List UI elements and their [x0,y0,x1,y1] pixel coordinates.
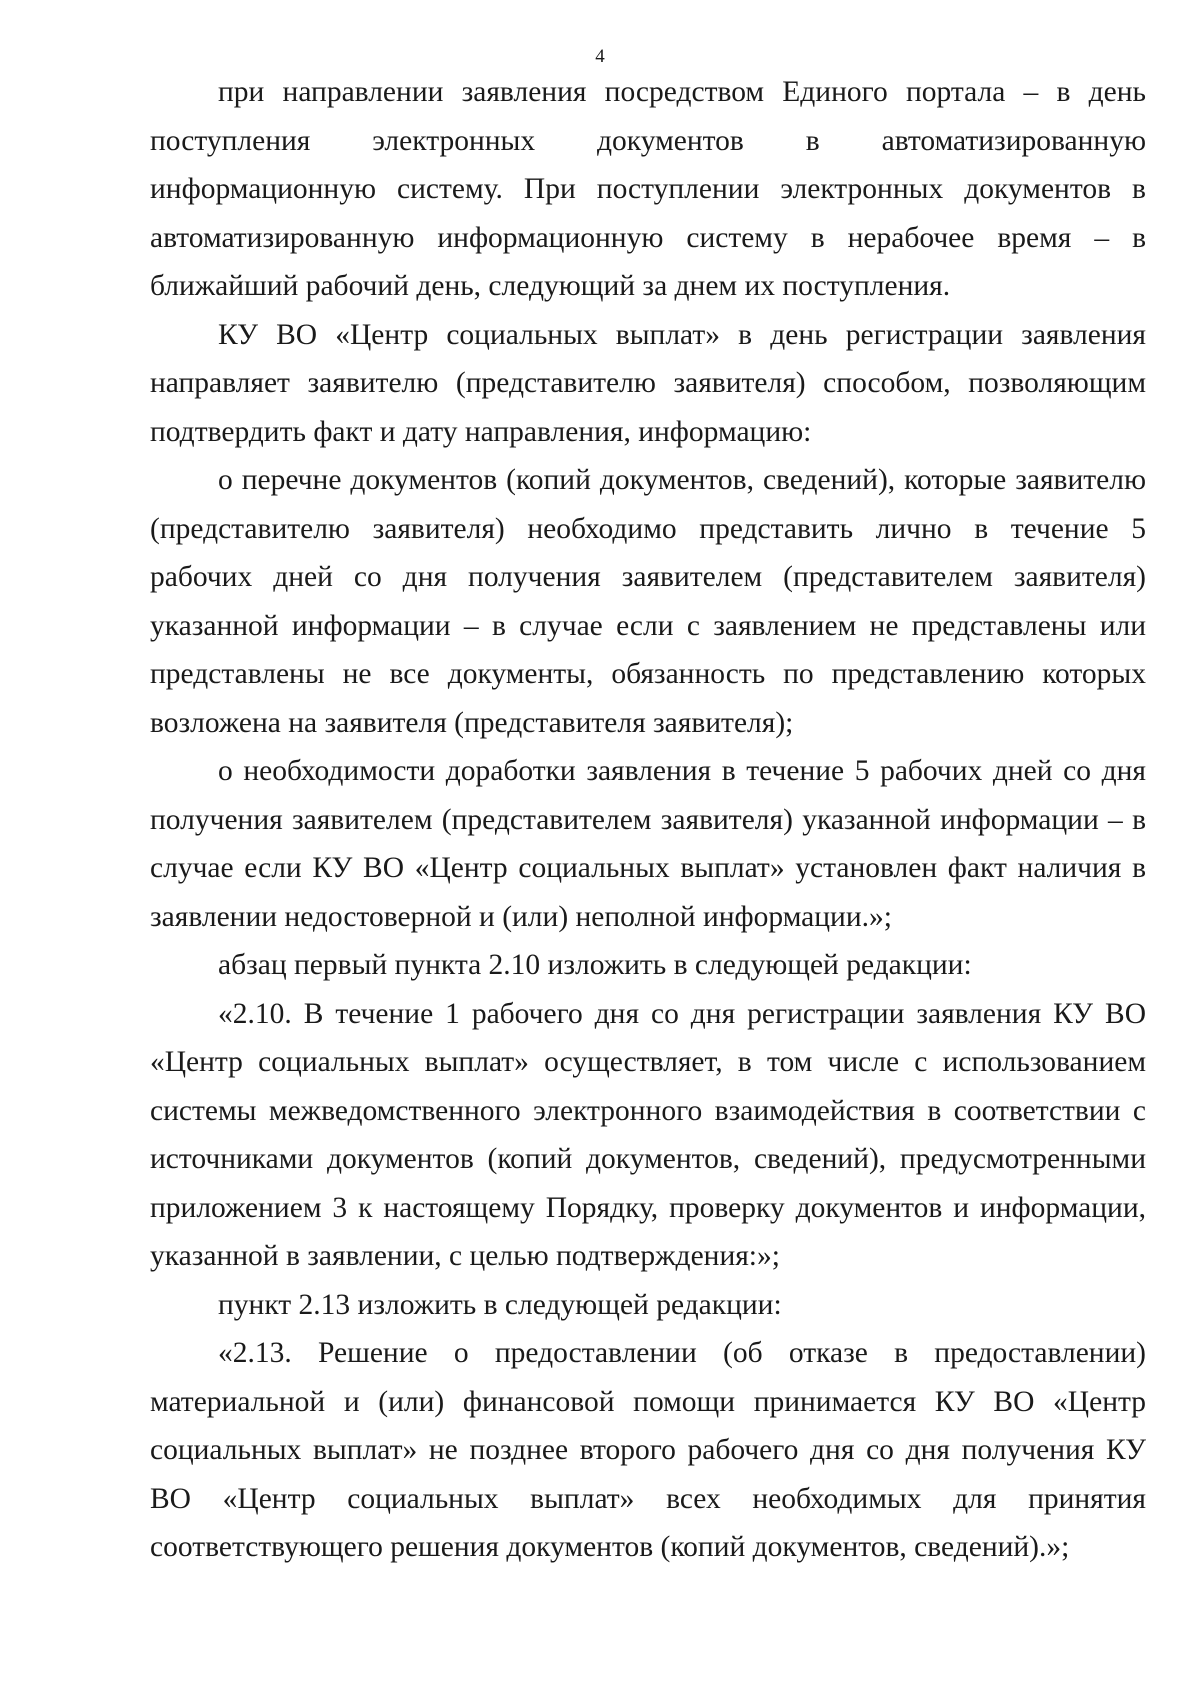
paragraph-portal-registration: при направлении заявления посредством Единого портала – в день поступления электронных документов в автоматизированную информационную систему. При поступлении электронных документов в автоматизированную информационную систему в нерабочее время – в ближайший рабочий день, следующий за днем их поступления. [150,76,1146,302]
paragraph-clause-2-13: «2.13. Решение о предоставлении (об отказе в предоставлении) материальной и (или) финансовой помощи принимается КУ ВО «Центр социальных выплат» не позднее второго рабочего дня со дня получения КУ ВО «Центр социальных выплат» всех необходимых для принятия соответствующего решения документов (копий документов, сведений).»; [150,1337,1146,1563]
paragraph-application-revision: о необходимости доработки заявления в течение 5 рабочих дней со дня получения заявителем (представителем заявителя) указанной информации – в случае если КУ ВО «Центр социальных выплат» установлен факт наличия в заявлении недостоверной и (или) неполной информации.»; [150,755,1146,933]
paragraph-documents-list: о перечне документов (копий документов, сведений), которые заявителю (представителю заявителя) необходимо представить лично в течение 5 рабочих дней со дня получения заявителем (представителем заявителя) указанной информации – в случае если с заявлением не представлены или представлены не все документы, обязанность по представлению которых возложена на заявителя (представителя заявителя); [150,464,1146,739]
paragraph-clause-2-10: «2.10. В течение 1 рабочего дня со дня регистрации заявления КУ ВО «Центр социальных выплат» осуществляет, в том числе с использованием системы межведомственного электронного взаимодействия в соответствии с источниками документов (копий документов, сведений), предусмотренными приложением 3 к настоящему Порядку, проверку документов и информации, указанной в заявлении, с целью подтверждения:»; [150,997,1146,1272]
paragraph-amend-2-10: абзац первый пункта 2.10 изложить в следующей редакции: [218,949,972,981]
document-body [150,68,1146,1572]
paragraph-amend-2-13: пункт 2.13 изложить в следующей редакции: [218,1288,782,1321]
paragraph-center-notification: КУ ВО «Центр социальных выплат» в день регистрации заявления направляет заявителю (представителю заявителя) способом, позволяющим подтвердить факт и дату направления, информацию: [150,318,1146,448]
page-number: 4 [595,46,605,67]
